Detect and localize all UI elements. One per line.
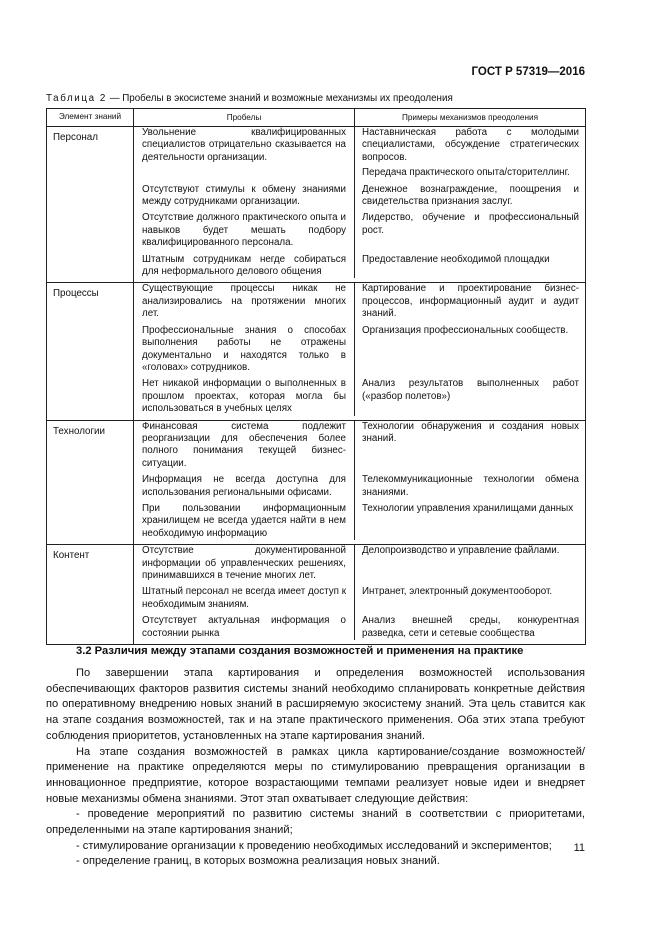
knowledge-gaps-table: [46, 108, 586, 645]
gap-text: Отсутствие документированной информации об управленческих решениях, принимавшихся в течение многих лет.: [142, 545, 346, 581]
gap-example-pair: [134, 212, 585, 249]
example-text: Анализ внешней среды, конкурентная разведка, сети и сетевые сообщества: [362, 615, 579, 639]
example-cell: [354, 283, 585, 320]
gap-example-pair: [134, 283, 585, 320]
section-title: 3.2 Различия между этапами создания возможностей и применения на практике: [76, 645, 524, 657]
gap-text: Увольнение квалифицированных специалистов отрицательно сказывается на деятельности организации.: [142, 127, 346, 163]
bullet-item: - определение границ, в которых возможна реализация новых знаний.: [76, 855, 440, 868]
example-cell: [354, 615, 585, 640]
gap-cell: [134, 421, 354, 471]
example-text: Технологии обнаружения и создания новых знаний.: [362, 420, 579, 444]
example-cell: [354, 212, 585, 249]
gap-text: Информация не всегда доступна для использования региональными офисами.: [142, 474, 346, 498]
element-cell: Технологии: [47, 420, 134, 545]
gap-cell: [134, 545, 354, 582]
example-text: Передача практического опыта/сторителлинг.: [362, 167, 570, 179]
element-cell: Персонал: [47, 127, 134, 283]
gap-text: Отсутствует актуальная информация о состоянии рынка: [142, 615, 346, 639]
table-header-row: [47, 109, 586, 127]
document-header: ГОСТ Р 57319—2016: [471, 66, 585, 78]
gap-example-pair: [134, 325, 585, 375]
example-cell: [354, 184, 585, 209]
table-row: [47, 127, 586, 283]
gap-example-pair: [134, 615, 585, 640]
page-number: 11: [573, 842, 585, 854]
example-text: Делопроизводство и управление файлами.: [362, 545, 560, 557]
gap-example-pair: [134, 545, 585, 582]
example-cell: [354, 127, 585, 180]
column-header-gaps: Пробелы: [134, 109, 355, 126]
example-cell: [354, 325, 585, 375]
gap-text: Нет никакой информации о выполненных в прошлом проектах, которая могла бы использоваться в учебных целях: [142, 378, 346, 415]
example-text: Организация профессиональных сообществ.: [362, 324, 569, 336]
table-row: [47, 545, 586, 645]
gap-example-pair: [134, 184, 585, 209]
example-text: Телекоммуникационные технологии обмена знаниями.: [362, 474, 579, 498]
gap-example-pair: [134, 503, 585, 540]
gap-cell: [134, 586, 354, 611]
table-row: [47, 283, 586, 420]
gap-cell: [134, 184, 354, 209]
column-header-element: Элемент знаний: [47, 109, 134, 127]
gap-text: Профессиональные знания о способах выполнения работы не отражены документально и находятся только в «головах» сотрудников.: [142, 324, 346, 373]
example-cell: [354, 254, 585, 279]
paragraph: На этапе создания возможностей в рамках цикла картирование/создание возможностей/применение на практике определяются меры по стимулированию превращения организации в инновационное предприятие, которое возрастающими темпами реализует новые идеи и внедряет новые механизмы обмена знаниями. Этот этап охватывает следующие действия:: [46, 745, 585, 805]
example-text: Наставническая работа с молодыми специалистами, обсуждение стратегических вопросов.: [362, 127, 579, 163]
example-text: Денежное вознаграждение, поощрения и свидетельства признания заслуг.: [362, 183, 579, 208]
element-cell: Контент: [47, 545, 134, 645]
paragraph: По завершении этапа картирования и определения возможностей использования обеспечивающих факторов развития системы знаний необходимо спланировать конкретные действия по оперативному внедрению новых знаний в расширяемую экосистему знаний. Эта цель ставится как на этапе создания возможностей, так и на этапе практического применения. Оба этих этапа требуют соблюдения приоритетов, установленных на этапе картирования знаний.: [46, 667, 585, 742]
table-caption: [46, 93, 453, 104]
gap-example-pair: [134, 474, 585, 499]
gap-text: Штатным сотрудникам негде собираться для неформального делового общения: [142, 253, 346, 278]
example-text: Картирование и проектирование бизнес-процессов, информационный аудит и аудит знаний.: [362, 283, 579, 320]
gap-cell: [134, 474, 354, 499]
example-text: Интранет, электронный документооборот.: [362, 586, 553, 598]
example-text: Анализ результатов выполненных работ («разбор полетов»): [362, 378, 579, 402]
gap-text: При пользовании информационным хранилищем не всегда удается найти в нем необходимую информацию: [142, 502, 346, 539]
gap-cell: [134, 615, 354, 640]
column-header-examples: Примеры механизмов преодоления: [401, 113, 539, 122]
element-cell: Процессы: [47, 283, 134, 420]
gap-cell: [134, 127, 354, 180]
gap-text: Финансовая система подлежит реорганизации для обеспечения более полного понимания текущей бизнес-ситуации.: [142, 420, 346, 469]
example-cell: [354, 421, 585, 471]
gap-cell: [134, 254, 354, 279]
gap-cell: [134, 212, 354, 249]
gap-example-pair: [134, 254, 585, 279]
gap-example-pair: [134, 421, 585, 471]
example-text: Предоставление необходимой площадки: [362, 253, 550, 265]
example-cell: [354, 545, 585, 582]
example-cell: [354, 586, 585, 611]
gap-text: Существующие процессы никак не анализировались на протяжении многих лет.: [142, 283, 346, 320]
bullet-item: - стимулирование организации к проведению необходимых исследований и экспериментов;: [76, 839, 552, 852]
example-cell: [354, 503, 585, 540]
table-caption-text: — Пробелы в экосистеме знаний и возможные механизмы их преодоления: [106, 93, 453, 104]
section-body: [46, 666, 585, 870]
gap-cell: [134, 378, 354, 415]
example-cell: [354, 474, 585, 499]
gap-text: Отсутствие должного практического опыта и навыков будет мешать подбору квалифицированного персонала.: [142, 212, 346, 249]
gap-cell: [134, 503, 354, 540]
example-cell: [354, 378, 585, 415]
gap-example-pair: [134, 127, 585, 180]
table-row: [47, 420, 586, 545]
example-text: Технологии управления хранилищами данных: [362, 502, 574, 514]
gap-text: Отсутствуют стимулы к обмену знаниями между сотрудниками организации.: [142, 183, 346, 208]
gap-example-pair: [134, 586, 585, 611]
bullet-item: - проведение мероприятий по развитию системы знаний в соответствии с приоритетами, определенными на этапе картирования знаний;: [46, 808, 585, 837]
gap-example-pair: [134, 378, 585, 415]
gap-cell: [134, 325, 354, 375]
gap-cell: [134, 283, 354, 320]
gap-text: Штатный персонал не всегда имеет доступ к необходимым знаниям.: [142, 586, 346, 610]
table-caption-label: Таблица 2: [46, 93, 107, 104]
example-text: Лидерство, обучение и профессиональный рост.: [362, 212, 579, 236]
